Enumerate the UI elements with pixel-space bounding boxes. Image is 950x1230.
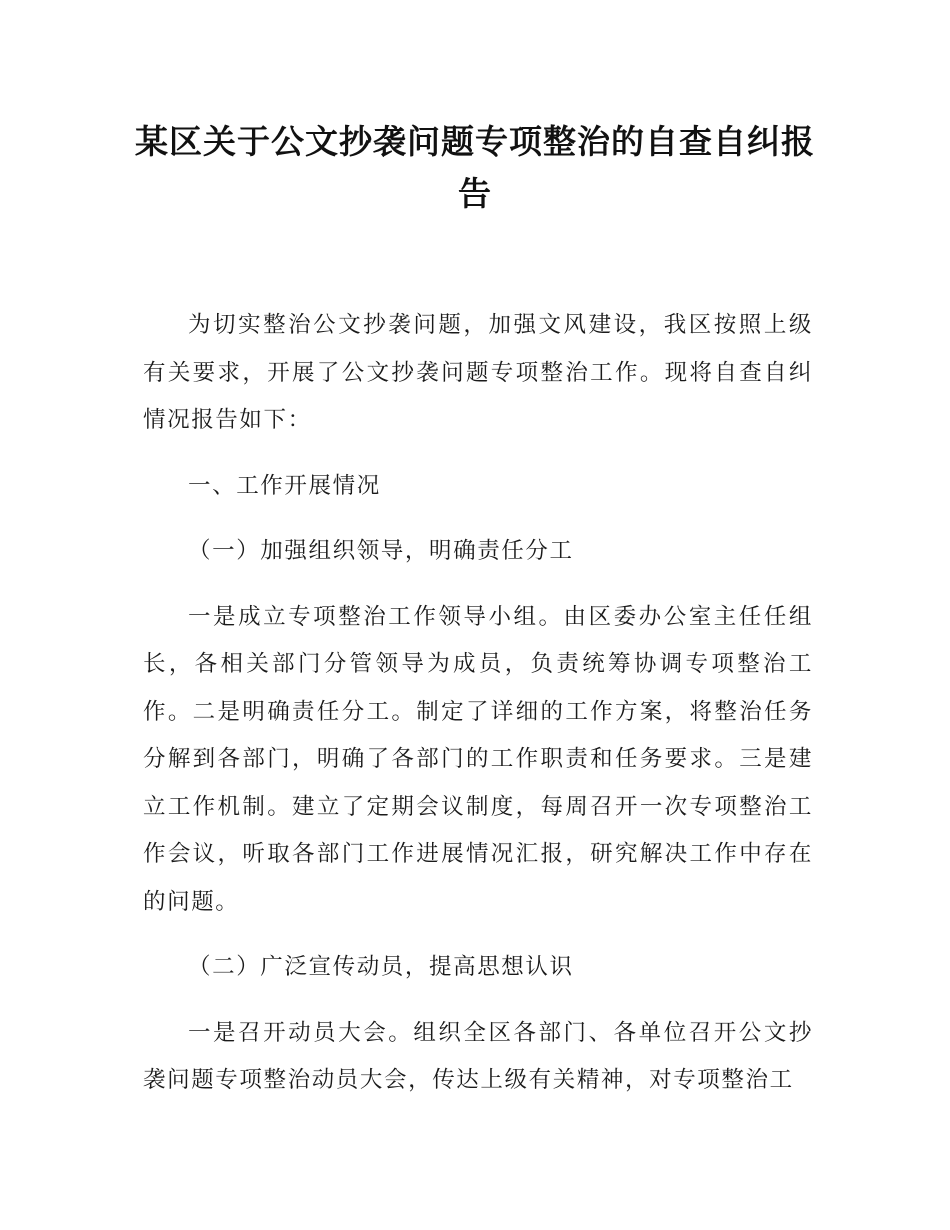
- document-body: [143, 302, 813, 1123]
- subsection-paragraph: 一是成立专项整治工作领导小组。由区委办公室主任任组长，各相关部门分管领导为成员，负责统筹协调专项整治工作。二是明确责任分工。制定了详细的工作方案，将整治任务分解到各部门，明确了各部门的工作职责和任务要求。三是建立工作机制。建立了定期会议制度，每周召开一次专项整治工作会议，听取各部门工作进展情况汇报，研究解决工作中存在的问题。: [143, 603, 813, 915]
- document-title: 某区关于公文抄袭问题专项整治的自查自纠报告: [135, 122, 815, 213]
- subsection-paragraph: 一是召开动员大会。组织全区各部门、各单位召开公文抄袭问题专项整治动员大会，传达上级有关精神，对专项整治工: [143, 1019, 813, 1093]
- subsection-heading: （一）加强组织领导，明确责任分工: [188, 538, 574, 564]
- section-heading: 一、工作开展情况: [188, 472, 381, 499]
- subsection-heading: （二）广泛宣传动员，提高思想认识: [188, 954, 574, 980]
- intro-paragraph: 为切实整治公文抄袭问题，加强文风建设，我区按照上级有关要求，开展了公文抄袭问题专项整治工作。现将自查自纠情况报告如下：: [143, 312, 813, 433]
